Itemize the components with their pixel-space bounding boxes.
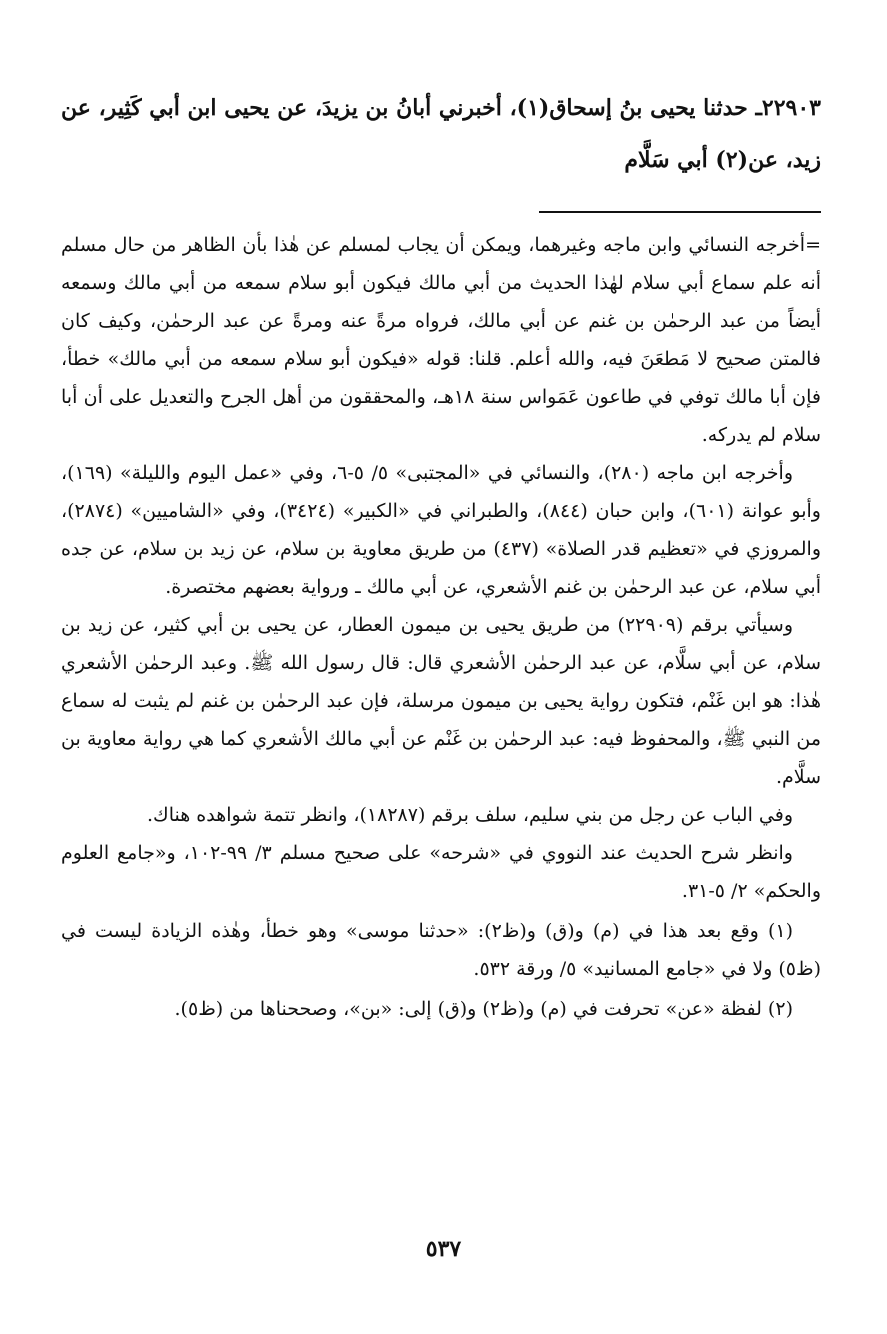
footnote-paragraph-sources: وأخرجه ابن ماجه (٢٨٠)، والنسائي في «المجتبى» ٥/ ٥-٦، وفي «عمل اليوم والليلة» (١٦٩)، وأبو عوانة (٦٠١)، وابن حبان (٨٤٤)، والطبراني في «الكبير» (٣٤٢٤)، وفي «الشاميين» (٢٨٧٤)، والمروزي في «تعظيم قدر الصلاة» (٤٣٧) من طريق معاوية بن سلام، عن زيد بن سلام، عن جده أبي سلام، عن عبد الرحمٰن بن غنم الأشعري، عن أبي مالك ـ ورواية بعضهم مختصرة. — [61, 462, 821, 598]
footnote-paragraph-continued: =أخرجه النسائي وابن ماجه وغيرهما، ويمكن أن يجاب لمسلم عن هٰذا بأن الظاهر من حال مسلم أنه علم سماع أبي سلام لهٰذا الحديث من أبي مالك فيكون أبو سلام سمعه من أبي مالك وسمعه أيضاً من عبد الرحمٰن بن غنم عن أبي مالك، فرواه مرةً عنه ومرةً عن عبد الرحمٰن، وكيف كان فالمتن صحيح لا مَطعَنَ فيه، والله أعلم. قلنا: قوله «فيكون أبو سلام سمعه من أبي مالك» خطأ، فإن أبا مالك توفي في طاعون عَمَواس سنة ١٨هـ، والمحققون من أهل الجرح والتعديل على أن أبا سلام لم يدركه. — [61, 234, 821, 446]
page-number: ٥٣٧ — [425, 1236, 462, 1262]
footnotes-block — [61, 226, 821, 1028]
hadith-text-block — [61, 82, 821, 186]
footnote-separator — [539, 211, 821, 213]
hadith-text: ٢٢٩٠٣ـ حدثنا يحيى بنُ إسحاق(١)، أخبرني أبانُ بن يزيدَ، عن يحيى ابن أبي كَثِير، عن زيد، عن(٢) أبي سَلَّام — [61, 95, 821, 173]
footnote-note-2: (٢) لفظة «عن» تحرفت في (م) و(ظ٢) و(ق) إلى: «بن»، وصححناها من (ظ٥). — [174, 998, 793, 1020]
footnote-note-1: (١) وقع بعد هذا في (م) و(ق) و(ظ٢): «حدثنا موسى» وهو خطأ، وهٰذه الزيادة ليست في (ظ٥) ولا في «جامع المسانيد» ٥/ ورقة ٥٣٢. — [61, 920, 821, 980]
footnote-paragraph-forthcoming: وسيأتي برقم (٢٢٩٠٩) من طريق يحيى بن ميمون العطار، عن يحيى بن أبي كثير، عن زيد بن سلام، عن أبي سلَّام، عن عبد الرحمٰن الأشعري قال: قال رسول الله ﷺ. وعبد الرحمٰن الأشعري هٰذا: هو ابن غَنْم، فتكون رواية يحيى بن ميمون مرسلة، فإن عبد الرحمٰن بن غنم لم يثبت له سماع من النبي ﷺ، والمحفوظ فيه: عبد الرحمٰن بن غَنْم عن أبي مالك الأشعري كما هي رواية معاوية بن سلَّام. — [61, 614, 821, 788]
footnote-paragraph-related: وفي الباب عن رجل من بني سليم، سلف برقم (١٨٢٨٧)، وانظر تتمة شواهده هناك. — [147, 804, 793, 826]
footnote-paragraph-commentary: وانظر شرح الحديث عند النووي في «شرحه» على صحيح مسلم ٣/ ٩٩-١٠٢، و«جامع العلوم والحكم» ٢/ ٥-٣١. — [61, 842, 821, 902]
